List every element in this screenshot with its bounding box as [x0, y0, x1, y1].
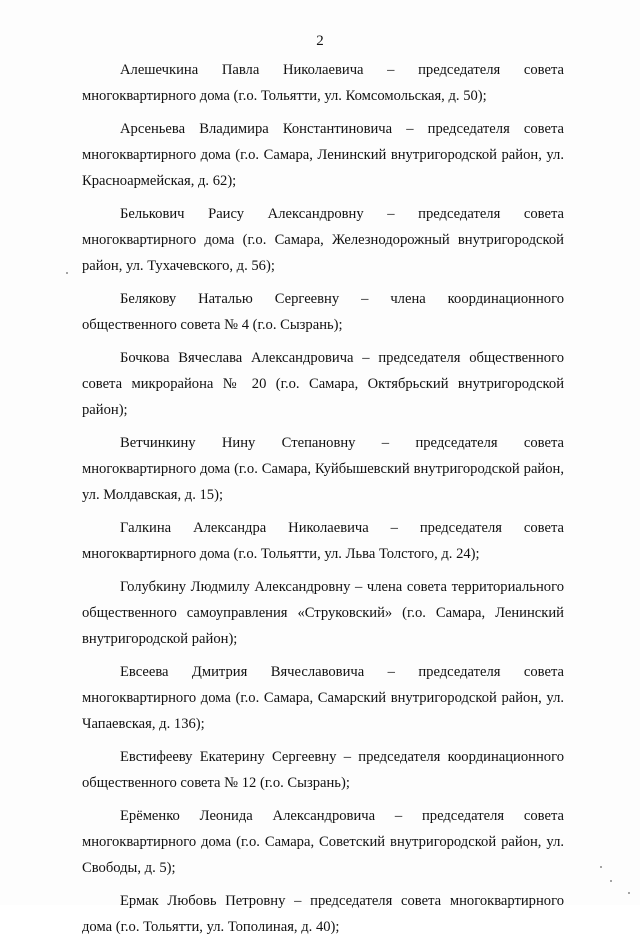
list-item: Алешечкина Павла Николаевича – председателя совета многоквартирного дома (г.о. Тольятти, ул. Комсомольская, д. 50);	[82, 62, 564, 104]
list-item: Галкина Александра Николаевича – председателя совета многоквартирного дома (г.о. Тольятти, ул. Льва Толстого, д. 24);	[82, 520, 564, 562]
scan-speck	[628, 892, 630, 894]
list-item: Арсеньева Владимира Константиновича – председателя совета многоквартирного дома (г.о. Самара, Ленинский внутригородской район, ул. Красноармейская, д. 62);	[82, 121, 564, 189]
list-item: Евстифееву Екатерину Сергеевну – председателя координационного общественного совета № 12 (г.о. Сызрань);	[82, 749, 564, 791]
list-item: Белякову Наталью Сергеевну – члена координационного общественного совета № 4 (г.о. Сызрань);	[82, 291, 564, 333]
list-item: Голубкину Людмилу Александровну – члена совета территориального общественного самоуправления «Струковский» (г.о. Самара, Ленинский внутригородской район);	[82, 579, 564, 647]
list-item: Ермак Любовь Петровну – председателя совета многоквартирного дома (г.о. Тольятти, ул. Тополиная, д. 40);	[82, 893, 564, 935]
list-item: Белькович Раису Александровну – председателя совета многоквартирного дома (г.о. Самара, Железнодорожный внутригородской район, ул. Тухачевского, д. 56);	[82, 206, 564, 274]
list-item: Ветчинкину Нину Степановну – председателя совета многоквартирного дома (г.о. Самара, Куйбышевский внутригородской район, ул. Молдавская, д. 15);	[82, 435, 564, 503]
list-item: Евсеева Дмитрия Вячеславовича – председателя совета многоквартирного дома (г.о. Самара, Самарский внутригородской район, ул. Чапаевская, д. 136);	[82, 664, 564, 732]
page-number: 2	[316, 33, 324, 49]
scan-speck	[66, 272, 68, 274]
list-item: Ерёменко Леонида Александровича – председателя совета многоквартирного дома (г.о. Самара, Советский внутригородской район, ул. Свободы, д. 5);	[82, 808, 564, 876]
scan-speck	[600, 866, 602, 868]
entries-list	[82, 57, 564, 947]
scan-speck	[610, 880, 612, 882]
list-item: Бочкова Вячеслава Александровича – председателя общественного совета микрорайона № 20 (г.о. Самара, Октябрьский внутригородской район);	[82, 350, 564, 418]
